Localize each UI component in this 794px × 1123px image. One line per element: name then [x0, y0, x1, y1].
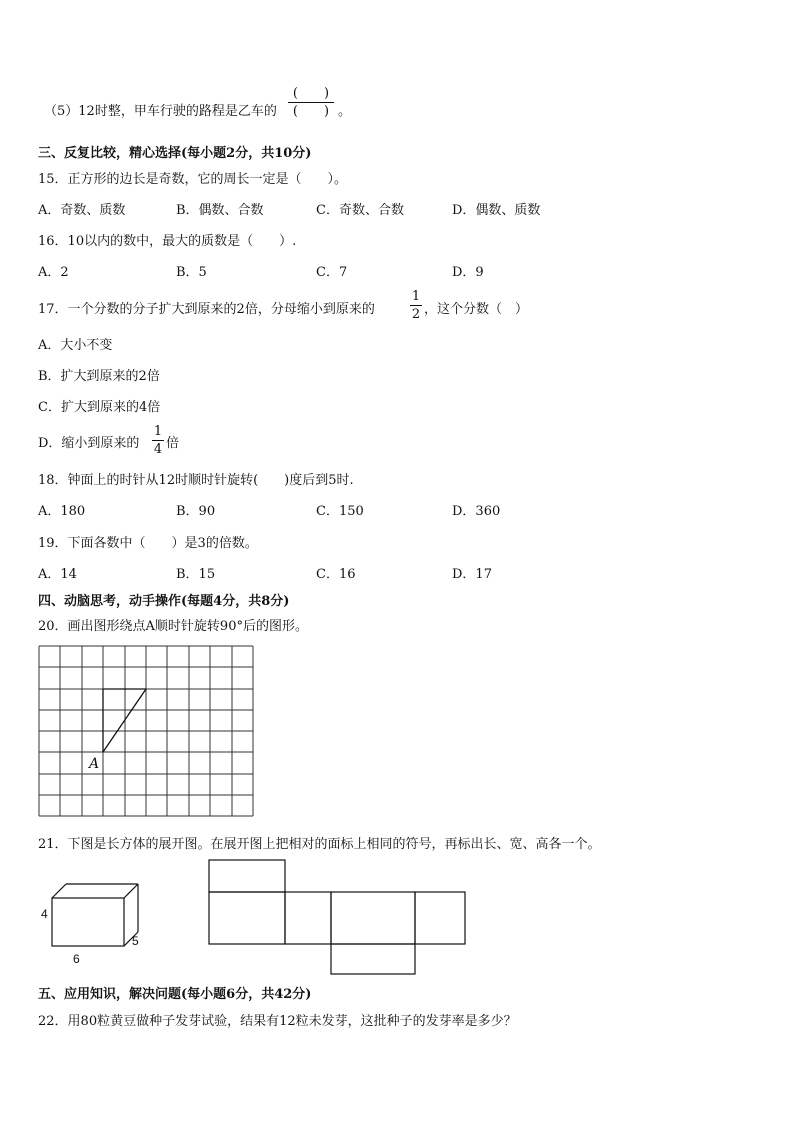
- net-face-4: [415, 892, 465, 944]
- q16-option-c: C．7: [316, 265, 348, 280]
- q17-option-d-before: D．缩小到原来的: [38, 436, 140, 451]
- fraction-numerator: 1: [153, 424, 163, 439]
- fraction-denominator: ( ): [292, 104, 330, 119]
- height-label: 4: [41, 907, 48, 921]
- q17-stem-after: ，这个分数（ ）: [424, 302, 529, 317]
- fraction-numerator: 1: [411, 289, 421, 304]
- length-label: 6: [73, 952, 80, 966]
- fraction-denominator: 2: [411, 307, 421, 322]
- width-label: 5: [132, 934, 139, 948]
- q18-option-d: D．360: [452, 504, 501, 519]
- q16-option-d: D．9: [452, 265, 484, 280]
- point-a-label: A: [89, 756, 100, 772]
- q18-option-a: A．180: [38, 504, 86, 519]
- q14-part5-text: [44, 100, 277, 119]
- net-face-top: [209, 860, 285, 892]
- q15-option-a: A．奇数、质数: [38, 203, 126, 218]
- q15-option-d: D．偶数、质数: [452, 203, 541, 218]
- net-face-bottom: [331, 944, 415, 974]
- net-face-3: [331, 892, 415, 944]
- q19-option-d: D．17: [452, 567, 492, 582]
- q17-stem-before: 17．一个分数的分子扩大到原来的2倍，分母缩小到原来的: [38, 302, 375, 317]
- q19-stem: 19．下面各数中（ ）是3的倍数。: [38, 536, 258, 551]
- q15-option-b: B．偶数、合数: [176, 203, 264, 218]
- grid-lines: [39, 646, 253, 816]
- q17-fraction: [410, 289, 422, 322]
- q17-option-c: C．扩大到原来的4倍: [38, 400, 161, 415]
- fraction-bar: [288, 102, 334, 103]
- net-face-1: [209, 892, 285, 944]
- q18-option-c: C．150: [316, 504, 364, 519]
- fraction-bar: [410, 305, 422, 306]
- q14-part5-after: 。: [338, 104, 352, 119]
- q16-option-b: B．5: [176, 265, 207, 280]
- q17-option-d-after: 倍: [166, 436, 180, 451]
- q19-option-c: C．16: [316, 567, 356, 582]
- cuboid-shape: [52, 884, 138, 946]
- q17-option-a: A．大小不变: [38, 338, 113, 353]
- q15-option-c: C．奇数、合数: [316, 203, 404, 218]
- q18-option-b: B．90: [176, 504, 216, 519]
- fraction-denominator: 4: [153, 442, 163, 457]
- section4-heading: 四、动脑思考，动手操作(每题4分，共8分): [38, 594, 290, 609]
- q17-option-b: B．扩大到原来的2倍: [38, 369, 160, 384]
- q16-option-a: A．2: [38, 265, 69, 280]
- q21-net-figure: [207, 858, 469, 978]
- section3-heading: 三、反复比较，精心选择(每小题2分，共10分): [38, 146, 312, 161]
- q22-stem: 22．用80粒黄豆做种子发芽试验，结果有12粒未发芽，这批种子的发芽率是多少？: [38, 1014, 517, 1029]
- q14-part5-fraction: [288, 86, 334, 119]
- q19-option-b: B．15: [176, 567, 216, 582]
- q16-stem: 16．10以内的数中，最大的质数是（ ）.: [38, 234, 297, 249]
- q21-stem: 21．下图是长方体的展开图。在展开图上把相对的面标上相同的符号，再标出长、宽、高各一个。: [38, 837, 601, 852]
- net-face-2: [285, 892, 331, 944]
- q17-option-d-fraction: [152, 424, 164, 457]
- section5-heading: 五、应用知识，解决问题(每小题6分，共42分): [38, 987, 312, 1002]
- q15-stem: 15．正方形的边长是奇数，它的周长一定是（ ）。: [38, 172, 348, 187]
- q19-option-a: A．14: [38, 567, 77, 582]
- q21-cuboid-figure: [38, 876, 148, 968]
- q20-grid-figure: [37, 644, 255, 818]
- fraction-numerator: ( ): [292, 86, 330, 101]
- q18-stem: 18．钟面上的时针从12时顺时针旋转( )度后到5时.: [38, 473, 354, 488]
- fraction-bar: [152, 440, 164, 441]
- q14-part5-before: （5）12时整，甲车行驶的路程是乙车的: [44, 104, 277, 119]
- q20-stem: 20．画出图形绕点A顺时针旋转90°后的图形。: [38, 619, 308, 634]
- net-shape: [209, 860, 465, 974]
